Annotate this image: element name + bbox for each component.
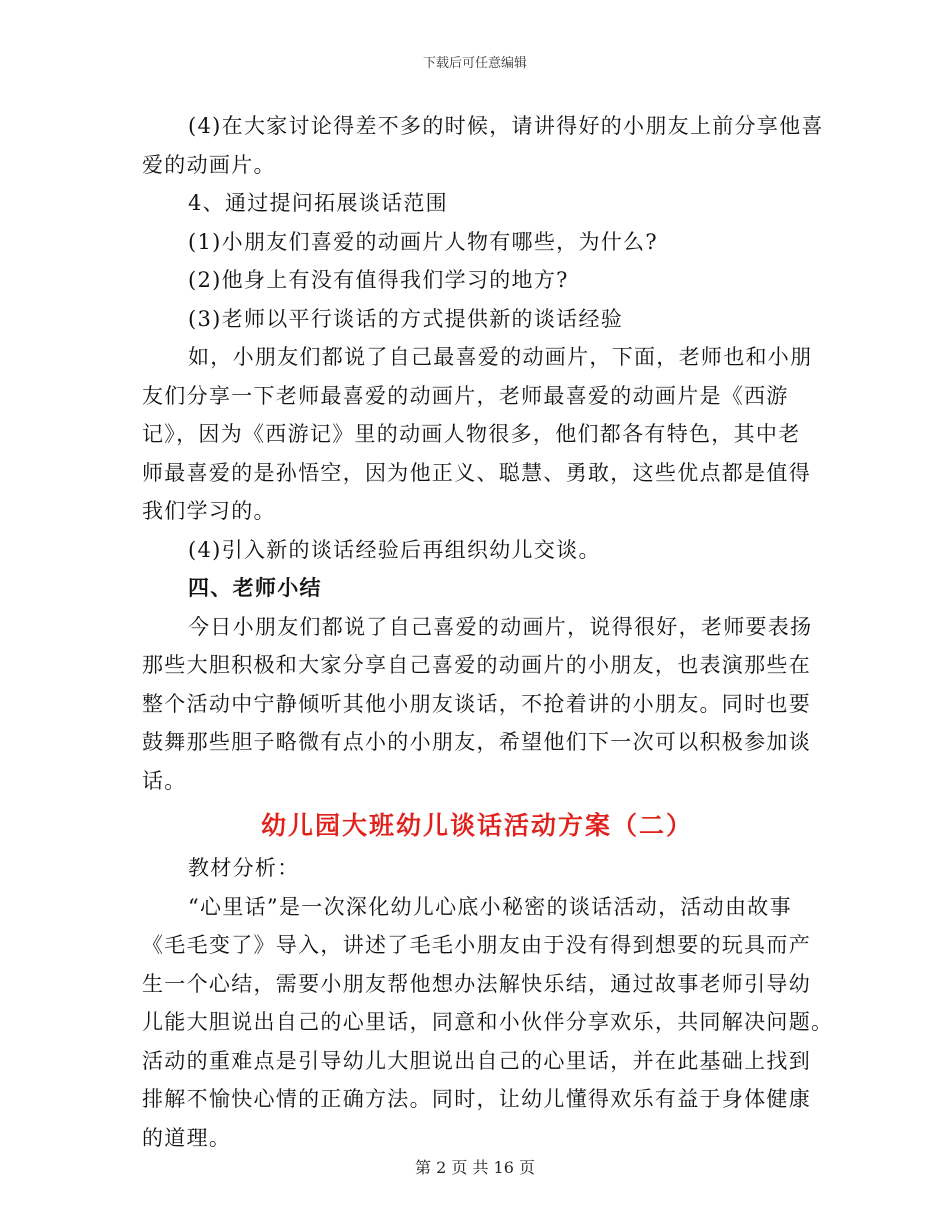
paragraph-line: 友们分享一下老师最喜爱的动画片，老师最喜爱的动画片是《西游	[142, 383, 789, 408]
paragraph-line: 生一个心结，需要小朋友帮他想办法解快乐结，通过故事老师引导幼	[142, 971, 811, 996]
paragraph-line: “心里话”是一次深化幼儿心底小秘密的谈话活动，活动由故事	[188, 894, 792, 919]
subheading: 4、通过提问拓展谈话范围	[188, 191, 448, 215]
paragraph-line: 那些大胆积极和大家分享自己喜爱的动画片的小朋友，也表演那些在	[142, 653, 811, 677]
paragraph-line: 师最喜爱的是孙悟空，因为他正义、聪慧、勇敢，这些优点都是值得	[142, 460, 811, 485]
section-heading: 四、老师小结	[188, 575, 322, 600]
paragraph-line: 我们学习的。	[142, 499, 276, 523]
question-item: (1)小朋友们喜爱的动画片人物有哪些，为什么?	[188, 229, 658, 254]
paragraph-line: 话。	[142, 768, 187, 793]
paragraph-line: 活动的重难点是引导幼儿大胆说出自己的心里话，并在此基础上找到	[142, 1048, 811, 1073]
paragraph-line: 如，小朋友们都说了自己最喜爱的动画片，下面，老师也和小朋	[188, 345, 813, 369]
question-item: (2)他身上有没有值得我们学习的地方?	[188, 268, 569, 292]
paragraph-line: 教材分析：	[188, 856, 300, 880]
paragraph-line: 鼓舞那些胆子略微有点小的小朋友，希望他们下一次可以积极参加谈	[142, 730, 811, 754]
document-title: 幼儿园大班幼儿谈话活动方案（二）	[260, 811, 693, 840]
paragraph-line: 儿能大胆说出自己的心里话，同意和小伙伴分享欢乐，共同解决问题。	[142, 1010, 834, 1034]
page-number: 第 2 页 共 16 页	[415, 1158, 535, 1177]
paragraph-line: (4)引入新的谈话经验后再组织幼儿交谈。	[188, 537, 601, 562]
paragraph-line: 整个活动中宁静倾听其他小朋友谈话，不抢着讲的小朋友。同时也要	[142, 691, 811, 716]
paragraph-line: 的道理。	[142, 1125, 232, 1150]
paragraph-line: 爱的动画片。	[142, 152, 276, 177]
paragraph-line: 记》，因为《西游记》里的动画人物很多，他们都各有特色，其中老	[142, 422, 801, 446]
page-content	[142, 107, 834, 1157]
paragraph-line: (4)在大家讨论得差不多的时候，请讲得好的小朋友上前分享他喜	[188, 114, 824, 138]
paragraph-line: 排解不愉快心情的正确方法。同时，让幼儿懂得欢乐有益于身体健康	[142, 1087, 811, 1111]
paragraph-line: 《毛毛变了》导入，讲述了毛毛小朋友由于没有得到想要的玩具而产	[142, 933, 811, 957]
header-note: 下载后可任意编辑	[422, 56, 527, 71]
paragraph-line: 今日小朋友们都说了自己喜爱的动画片，说得很好，老师要表扬	[188, 614, 813, 639]
question-item: (3)老师以平行谈话的方式提供新的谈话经验	[188, 306, 624, 331]
